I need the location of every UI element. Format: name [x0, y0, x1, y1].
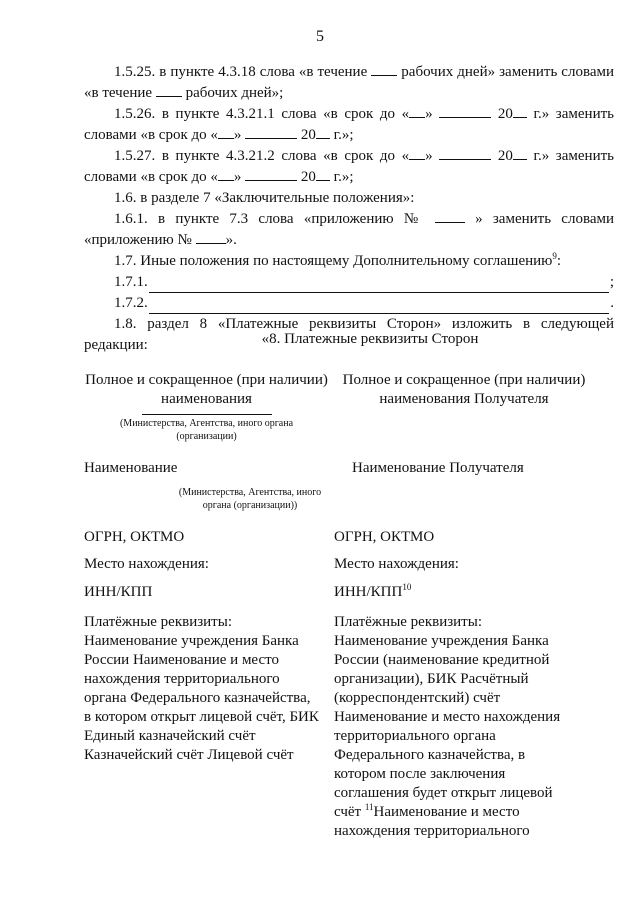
blank-field — [245, 167, 297, 181]
page-number: 5 — [316, 28, 324, 45]
clause-1-5-26: 1.5.26. в пункте 4.3.21.1 слова «в срок до « » 20 г.» заменить словами «в срок до « » 20 г.»; — [84, 106, 614, 143]
left-name-label: Наименование — [84, 460, 178, 476]
left-location: Место нахождения: — [84, 556, 209, 572]
blank-field — [371, 62, 397, 76]
clause-1-7-2: 1.7.2. . — [84, 293, 614, 314]
clause-1-5-25: 1.5.25. в пункте 4.3.18 слова «в течение рабочих дней» заменить словами «в течение рабочих дней»; — [84, 64, 615, 101]
blank-field — [218, 125, 234, 139]
blank-field — [316, 125, 330, 139]
right-ogrn: ОГРН, ОКТМО — [334, 529, 435, 545]
blank-field — [439, 146, 491, 160]
blank-field — [196, 230, 226, 244]
blank-field — [513, 104, 527, 118]
blank-field — [218, 167, 234, 181]
section-heading: «8. Платежные реквизиты Сторон — [261, 331, 479, 347]
fill-in-line — [149, 298, 610, 314]
right-full-name: Полное и сокращенное (при наличии) наименования Получателя — [342, 372, 586, 407]
fill-in-line — [149, 277, 609, 293]
left-signature-block — [84, 411, 329, 443]
right-inn: ИНН/КПП$^{10}$ — [334, 582, 412, 600]
left-org-caption: (Министерства, Агентства, иного органа (организации) — [119, 418, 294, 442]
name-line — [142, 413, 272, 415]
blank-field — [513, 146, 527, 160]
clause-1-7: 1.7. Иные положения по настоящему Дополнительному соглашению$^9$: — [114, 251, 562, 269]
document-body — [84, 62, 614, 356]
blank-field — [156, 83, 182, 97]
right-location: Место нахождения: — [334, 556, 459, 572]
blank-field — [439, 104, 491, 118]
blank-field — [245, 125, 297, 139]
left-inn: ИНН/КПП — [84, 584, 153, 600]
clause-1-6: 1.6. в разделе 7 «Заключительные положения»: — [114, 190, 415, 206]
clause-1-8: 1.8. раздел 8 «Платежные реквизиты Сторон» изложить в следующей редакции: — [84, 316, 614, 353]
left-ogrn: ОГРН, ОКТМО — [84, 529, 185, 545]
right-name-label: Наименование Получателя — [352, 460, 524, 476]
left-payment-details: Платёжные реквизиты: Наименование учреждения Банка России Наименование и место нахождения территориального органа Федерального казначейства, в котором открыт лицевой счёт, БИК Единый казначейский счёт Казначейский счёт Лицевой счёт — [84, 614, 319, 763]
blank-field — [435, 209, 465, 223]
right-payment-details: Платёжные реквизиты: Наименование учреждения Банка России (наименование кредитной организации), БИК Расчётный (корреспондентский) счёт Наименование и место нахождения территориального органа Федерального казначейства, в котором после заключения соглашения будет открыт лицевой счёт $^{11}$Наименование и место нахождения территориального — [334, 614, 561, 839]
blank-field — [409, 146, 425, 160]
clause-1-6-1: 1.6.1. в пункте 7.3 слова «приложению № » заменить словами «приложению № ». — [84, 211, 615, 248]
clause-1-5-27: 1.5.27. в пункте 4.3.21.2 слова «в срок до « » 20 г.» заменить словами «в срок до « » 20 г.»; — [84, 148, 614, 185]
blank-field — [316, 167, 330, 181]
blank-field — [409, 104, 425, 118]
left-full-name: Полное и сокращенное (при наличии) наименования — [85, 372, 328, 407]
left-name-caption: (Министерства, Агентства, иного органа (организации)) — [178, 487, 322, 511]
clause-1-7-1: 1.7.1. ; — [84, 272, 614, 293]
